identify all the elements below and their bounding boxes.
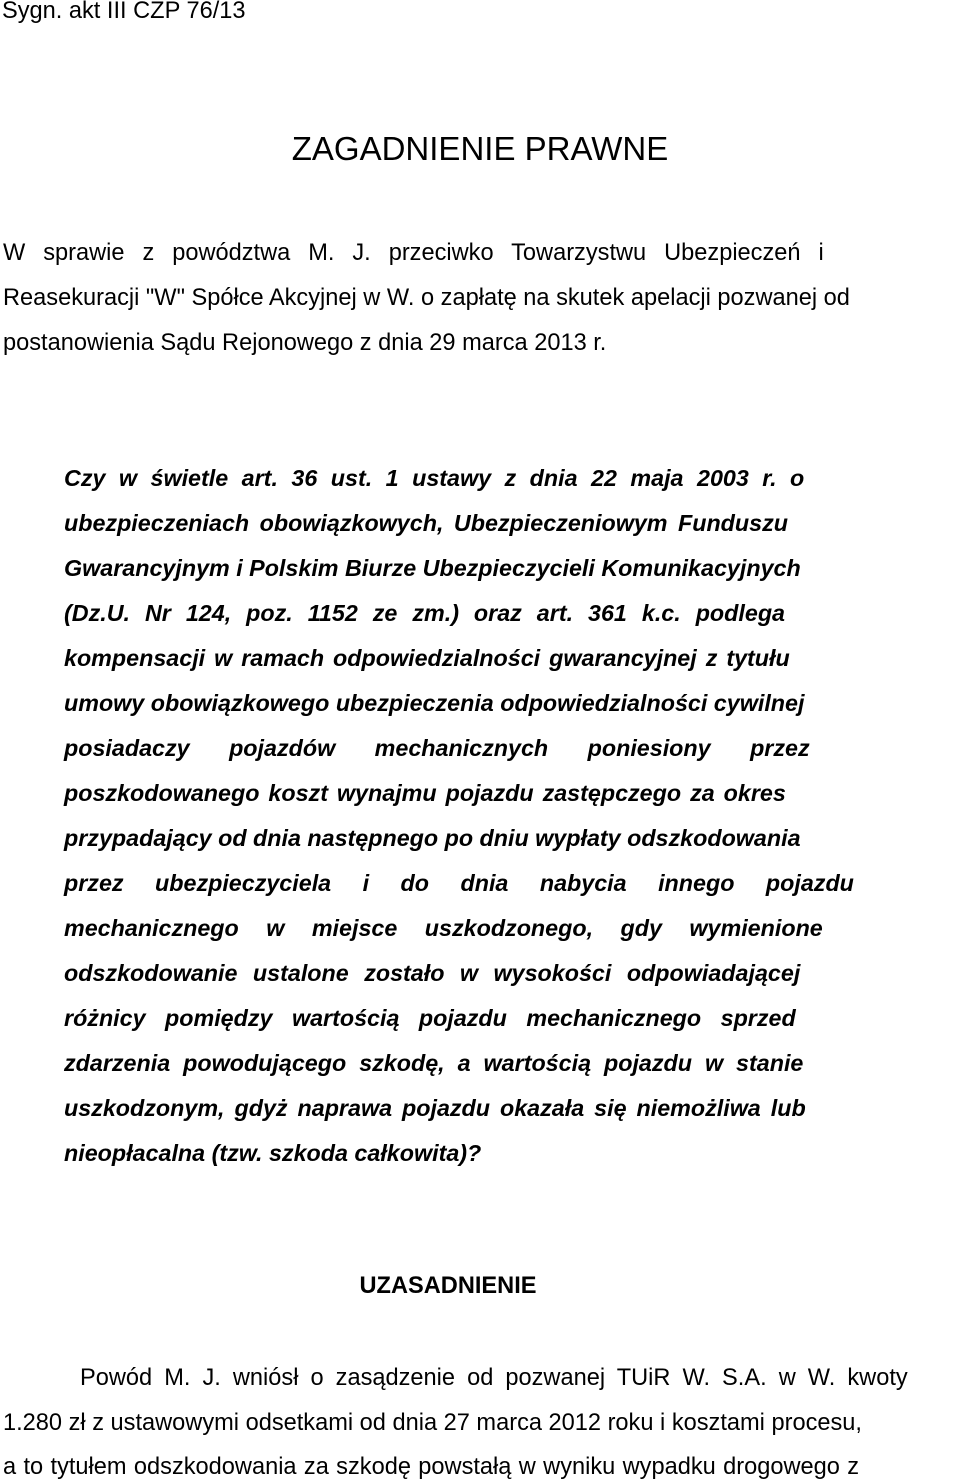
- question-line-3: Gwarancyjnym i Polskim Biurze Ubezpieczycieli Komunikacyjnych: [64, 555, 801, 581]
- justification-line-1: Powód M. J. wniósł o zasądzenie od pozwanej TUiR W. S.A. w W. kwoty: [80, 1365, 908, 1391]
- question-line-11: mechanicznego w miejsce uszkodzonego, gdy wymienione: [64, 915, 823, 941]
- question-line-8: poszkodowanego koszt wynajmu pojazdu zastępczego za okres: [64, 780, 786, 806]
- question-line-7: posiadaczy pojazdów mechanicznych poniesiony przez: [64, 735, 810, 761]
- question-line-10: przez ubezpieczyciela i do dnia nabycia innego pojazdu: [64, 870, 854, 896]
- intro-line-1: W sprawie z powództwa M. J. przeciwko Towarzystwu Ubezpieczeń i: [3, 240, 824, 266]
- intro-line-3: postanowienia Sądu Rejonowego z dnia 29 marca 2013 r.: [3, 330, 607, 356]
- question-line-12: odszkodowanie ustalone zostało w wysokości odpowiadającej: [64, 960, 801, 986]
- question-line-14: zdarzenia powodującego szkodę, a wartością pojazdu w stanie: [64, 1050, 804, 1076]
- question-line-4: (Dz.U. Nr 124, poz. 1152 ze zm.) oraz art. 361 k.c. podlega: [64, 600, 786, 626]
- justification-line-3: a to tytułem odszkodowania za szkodę powstałą w wyniku wypadku drogowego z: [3, 1454, 860, 1480]
- question-line-6: umowy obowiązkowego ubezpieczenia odpowiedzialności cywilnej: [64, 690, 805, 716]
- page-title: ZAGADNIENIE PRAWNE: [291, 130, 669, 167]
- question-line-2: ubezpieczeniach obowiązkowych, Ubezpieczeniowym Funduszu: [64, 510, 788, 536]
- justification-line-2: 1.280 zł z ustawowymi odsetkami od dnia 27 marca 2012 roku i kosztami procesu,: [3, 1410, 862, 1436]
- question-line-9: przypadający od dnia następnego po dniu wypłaty odszkodowania: [64, 825, 801, 851]
- justification-title: UZASADNIENIE: [359, 1273, 537, 1299]
- case-signature: Sygn. akt III CZP 76/13: [2, 0, 246, 24]
- question-line-5: kompensacji w ramach odpowiedzialności gwarancyjnej z tytułu: [64, 645, 790, 671]
- intro-line-2: Reasekuracji "W" Spółce Akcyjnej w W. o zapłatę na skutek apelacji pozwanej od: [3, 285, 850, 311]
- question-line-1: Czy w świetle art. 36 ust. 1 ustawy z dnia 22 maja 2003 r. o: [64, 465, 805, 491]
- question-line-13: różnicy pomiędzy wartością pojazdu mechanicznego sprzed: [64, 1005, 796, 1031]
- question-line-15: uszkodzonym, gdyż naprawa pojazdu okazała się niemożliwa lub: [64, 1095, 806, 1121]
- question-line-16: nieopłacalna (tzw. szkoda całkowita)?: [64, 1140, 482, 1166]
